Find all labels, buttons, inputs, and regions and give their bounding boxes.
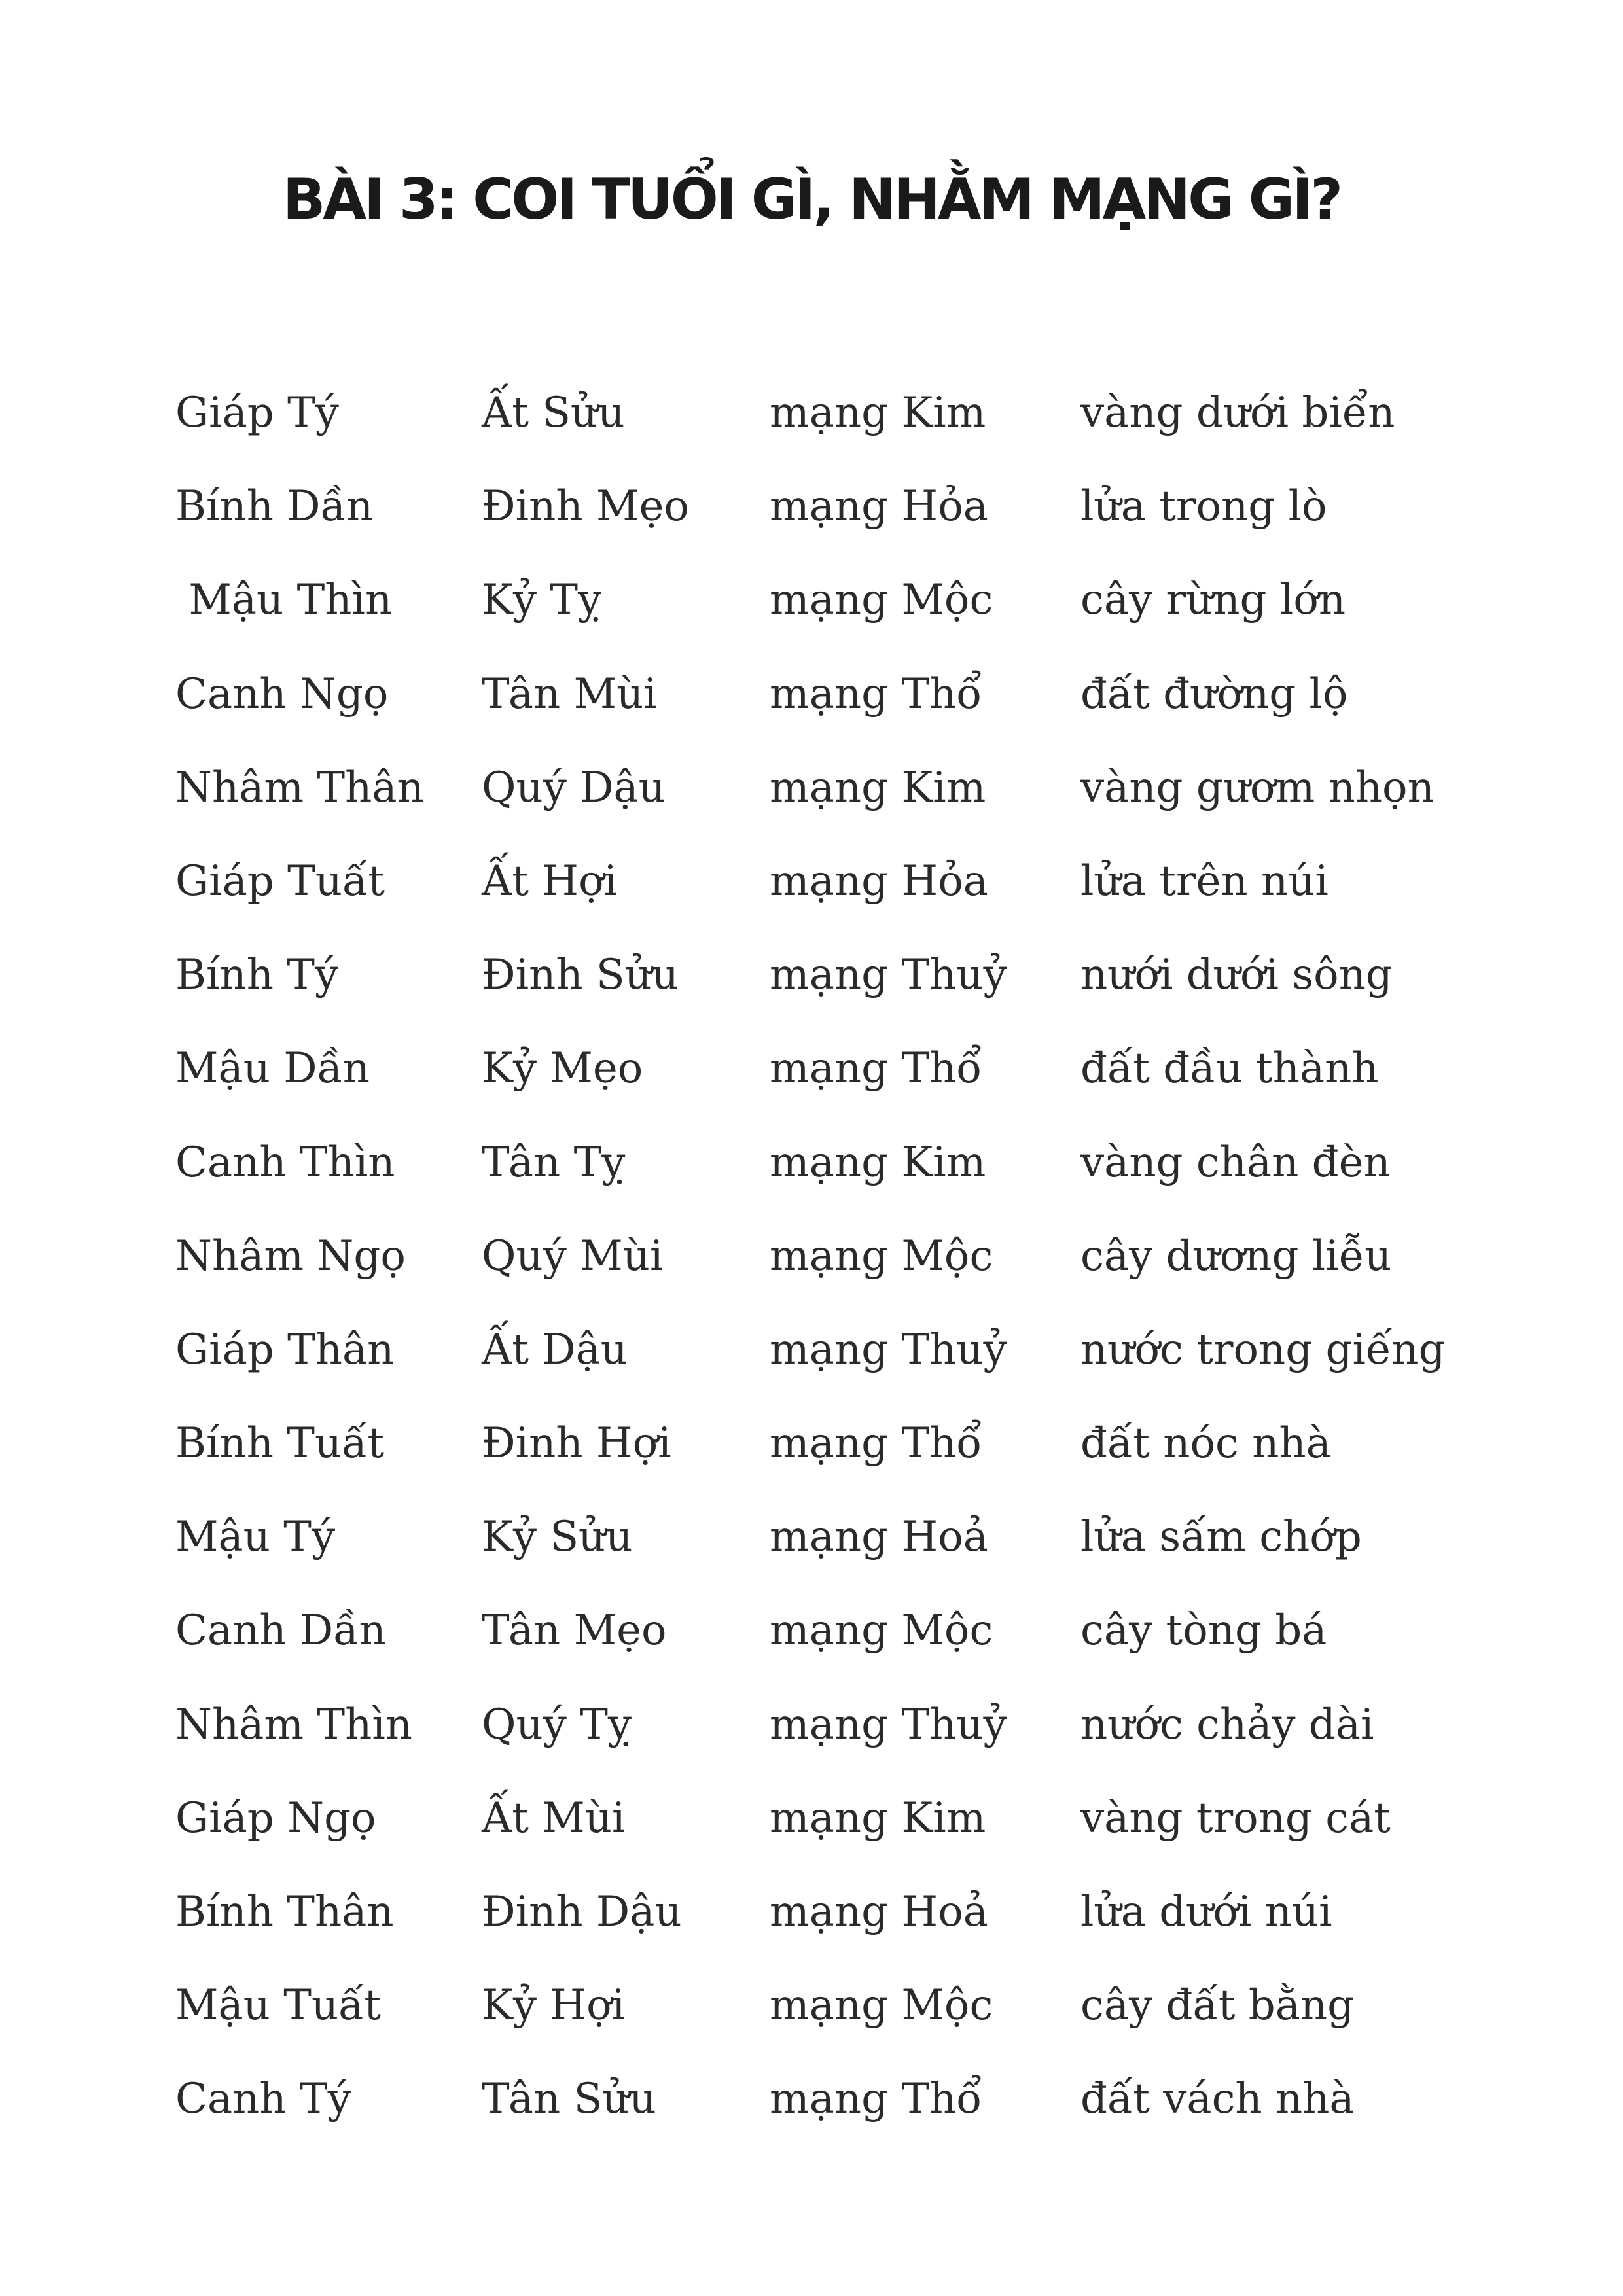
table-row — [0, 1865, 1623, 1959]
element-cell: mạng Mộc — [770, 576, 993, 625]
year-cell-2: Quý Dậu — [482, 763, 666, 812]
year-cell-2: Đinh Sửu — [482, 951, 679, 1000]
year-cell-1: Nhâm Thân — [175, 763, 424, 812]
year-cell-1: Bính Dần — [175, 482, 374, 531]
year-cell-1: Canh Dần — [175, 1606, 386, 1655]
zodiac-element-table — [0, 366, 1623, 2147]
element-cell: mạng Mộc — [770, 1231, 993, 1280]
description-cell: đất vách nhà — [1080, 2075, 1355, 2124]
year-cell-1: Nhâm Ngọ — [175, 1231, 406, 1280]
year-cell-2: Tân Sửu — [482, 2075, 656, 2124]
year-cell-1: Giáp Ngọ — [175, 1793, 376, 1843]
description-cell: đất nóc nhà — [1080, 1419, 1331, 1468]
description-cell: đất đầu thành — [1080, 1044, 1379, 1093]
element-cell: mạng Hoả — [770, 1888, 988, 1936]
element-cell: mạng Mộc — [770, 1981, 993, 2030]
table-row — [0, 1116, 1623, 1210]
table-row — [0, 928, 1623, 1022]
element-cell: mạng Thuỷ — [770, 1700, 1007, 1749]
year-cell-1: Bính Thân — [175, 1888, 394, 1936]
element-cell: mạng Thổ — [770, 2075, 982, 2124]
element-cell: mạng Kim — [770, 763, 986, 812]
table-row — [0, 1303, 1623, 1397]
element-cell: mạng Thổ — [770, 1044, 982, 1093]
table-row — [0, 1022, 1623, 1116]
year-cell-1: Nhâm Thìn — [175, 1700, 412, 1749]
table-row — [0, 1584, 1623, 1678]
year-cell-2: Tân Mùi — [482, 669, 657, 718]
description-cell: nước trong giếng — [1080, 1325, 1446, 1374]
description-cell: cây rừng lớn — [1080, 576, 1346, 625]
year-cell-2: Kỷ Tỵ — [482, 576, 602, 625]
year-cell-2: Quý Tỵ — [482, 1700, 632, 1749]
description-cell: lửa sấm chớp — [1080, 1513, 1362, 1562]
description-cell: lửa trong lò — [1080, 482, 1327, 531]
year-cell-1: Giáp Thân — [175, 1325, 395, 1374]
year-cell-2: Ất Sửu — [482, 389, 625, 437]
year-cell-2: Quý Mùi — [482, 1231, 664, 1280]
description-cell: cây tòng bá — [1080, 1606, 1327, 1655]
table-row — [0, 460, 1623, 554]
description-cell: cây đất bằng — [1080, 1981, 1355, 2030]
table-row — [0, 1210, 1623, 1303]
year-cell-1: Giáp Tý — [175, 389, 339, 437]
year-cell-1: Bính Tuất — [175, 1419, 385, 1468]
description-cell: vàng dưới biển — [1080, 389, 1395, 437]
description-cell: đất đường lộ — [1080, 669, 1348, 718]
year-cell-1: Mậu Dần — [175, 1044, 370, 1093]
table-row — [0, 741, 1623, 835]
year-cell-1: Canh Ngọ — [175, 669, 389, 718]
table-row — [0, 1678, 1623, 1772]
description-cell: nước chảy dài — [1080, 1700, 1374, 1749]
element-cell: mạng Kim — [770, 1138, 986, 1187]
table-row — [0, 366, 1623, 460]
table-row — [0, 1397, 1623, 1491]
year-cell-1: Mậu Tý — [175, 1513, 336, 1562]
year-cell-2: Đinh Mẹo — [482, 482, 689, 531]
year-cell-2: Tân Mẹo — [482, 1606, 667, 1655]
year-cell-1: Mậu Thìn — [175, 576, 393, 625]
year-cell-2: Ất Mùi — [482, 1793, 626, 1843]
element-cell: mạng Hỏa — [770, 482, 988, 531]
element-cell: mạng Thổ — [770, 1419, 982, 1468]
table-row — [0, 1491, 1623, 1584]
year-cell-2: Ất Dậu — [482, 1325, 628, 1374]
year-cell-2: Ất Hợi — [482, 857, 618, 906]
element-cell: mạng Thuỷ — [770, 1325, 1007, 1374]
element-cell: mạng Hỏa — [770, 857, 988, 906]
year-cell-2: Tân Tỵ — [482, 1138, 626, 1187]
year-cell-1: Giáp Tuất — [175, 857, 385, 906]
description-cell: cây dương liễu — [1080, 1231, 1392, 1280]
table-row — [0, 2053, 1623, 2146]
element-cell: mạng Kim — [770, 1793, 986, 1843]
description-cell: vàng trong cát — [1080, 1793, 1391, 1843]
year-cell-2: Đinh Hợi — [482, 1419, 671, 1468]
element-cell: mạng Thổ — [770, 669, 982, 718]
description-cell: vàng chân đèn — [1080, 1138, 1391, 1187]
element-cell: mạng Hoả — [770, 1513, 988, 1562]
table-row — [0, 554, 1623, 647]
element-cell: mạng Kim — [770, 389, 986, 437]
year-cell-1: Canh Thìn — [175, 1138, 395, 1187]
table-row — [0, 1959, 1623, 2053]
year-cell-2: Kỷ Mẹo — [482, 1044, 643, 1093]
description-cell: lửa trên núi — [1080, 857, 1329, 906]
year-cell-2: Kỷ Sửu — [482, 1513, 633, 1562]
year-cell-1: Canh Tý — [175, 2075, 351, 2124]
table-row — [0, 1772, 1623, 1865]
element-cell: mạng Thuỷ — [770, 951, 1007, 1000]
description-cell: lửa dưới núi — [1080, 1888, 1332, 1936]
year-cell-1: Bính Tý — [175, 951, 339, 1000]
year-cell-2: Kỷ Hợi — [482, 1981, 626, 2030]
page-title: BÀI 3: COI TUỔI GÌ, NHẰM MẠNG GÌ? — [282, 167, 1341, 232]
year-cell-1: Mậu Tuất — [175, 1981, 382, 2030]
description-cell: nưới dưới sông — [1080, 951, 1393, 1000]
year-cell-2: Đinh Dậu — [482, 1888, 682, 1936]
table-row — [0, 835, 1623, 928]
table-row — [0, 648, 1623, 741]
description-cell: vàng gươm nhọn — [1080, 763, 1435, 812]
element-cell: mạng Mộc — [770, 1606, 993, 1655]
